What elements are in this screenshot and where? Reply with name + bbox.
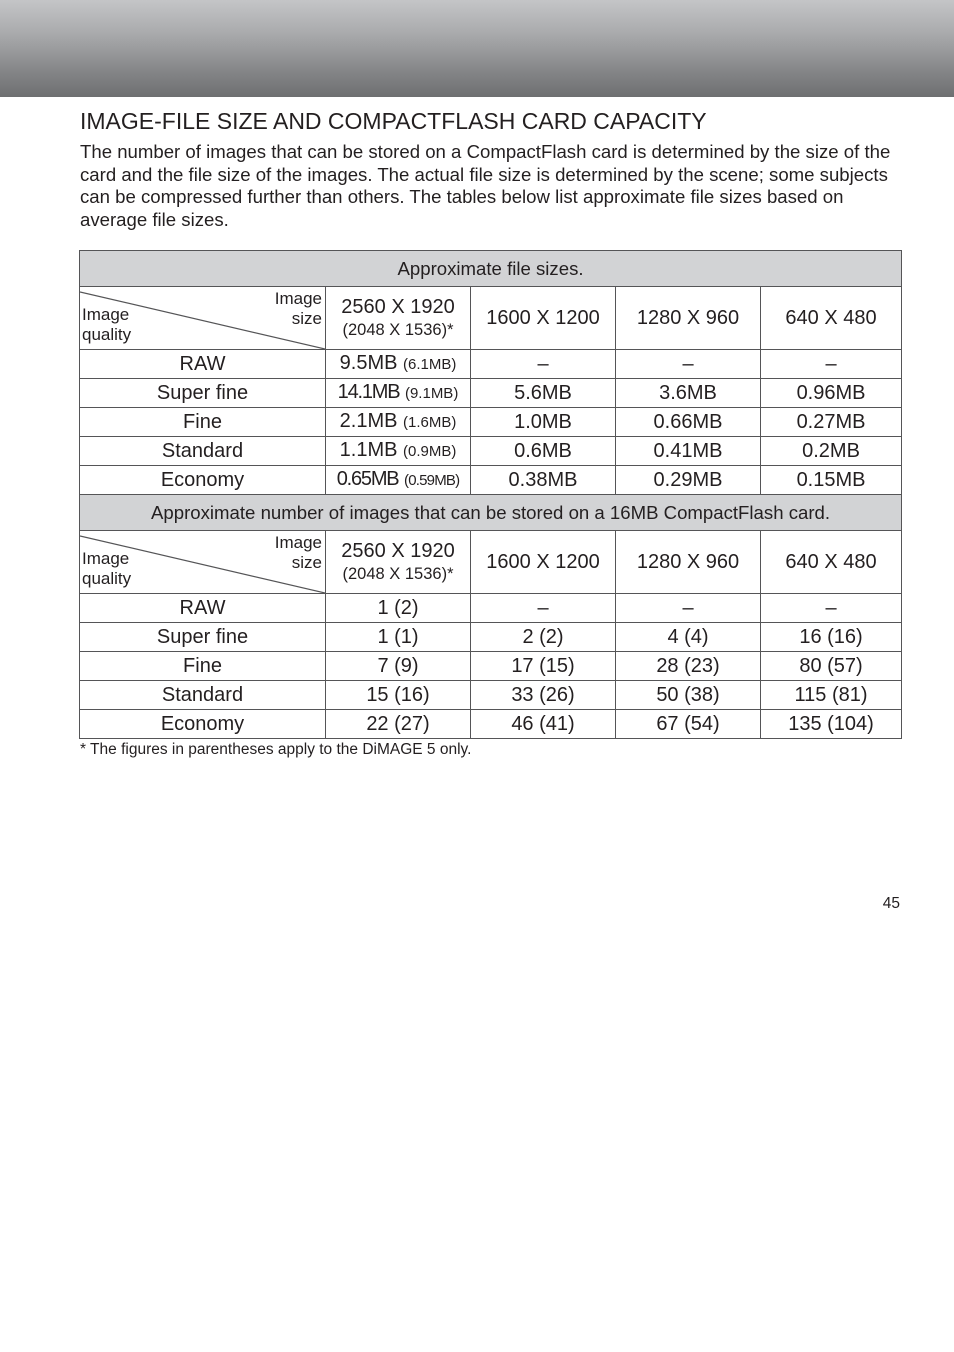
data-cell: 16 (16): [761, 623, 902, 652]
data-cell: –: [761, 350, 902, 379]
page-number: 45: [882, 895, 900, 912]
intro-paragraph: The number of images that can be stored on a CompactFlash card is determined by the size of the card and the file size of the images. The actual file size is determined by the scene; some subjects can be compressed further than others. The tables below list approximate file sizes based on average file sizes.: [80, 141, 891, 230]
data-cell: 0.96MB: [761, 379, 902, 408]
data-cell: 0.66MB: [616, 408, 761, 437]
data-cell: 5.6MB: [471, 379, 616, 408]
table-row: [80, 652, 902, 681]
data-cell: 46 (41): [471, 710, 616, 739]
quality-cell: Fine: [80, 408, 326, 437]
data-cell: 4 (4): [616, 623, 761, 652]
data-cell: 0.65MB (0.59MB): [326, 466, 471, 495]
data-cell: 2.1MB (1.6MB): [326, 408, 471, 437]
data-cell: 1.1MB (0.9MB): [326, 437, 471, 466]
data-cell: –: [471, 594, 616, 623]
resolution-header: 640 X 480: [761, 531, 902, 594]
data-cell: 17 (15): [471, 652, 616, 681]
data-cell: 0.29MB: [616, 466, 761, 495]
data-cell: 50 (38): [616, 681, 761, 710]
table-row: [80, 408, 902, 437]
resolution-header: 1600 X 1200: [471, 287, 616, 350]
image-quality-label: Image quality: [82, 305, 132, 344]
quality-cell: Economy: [80, 466, 326, 495]
data-cell: 80 (57): [761, 652, 902, 681]
corner-header-cell: [80, 287, 326, 350]
data-cell: 0.6MB: [471, 437, 616, 466]
data-cell: 22 (27): [326, 710, 471, 739]
data-cell: 14.1MB (9.1MB): [326, 379, 471, 408]
data-cell: –: [471, 350, 616, 379]
table-row: [80, 437, 902, 466]
data-cell: 67 (54): [616, 710, 761, 739]
image-counts-header-row: [80, 531, 902, 594]
table-row: [80, 594, 902, 623]
quality-cell: Super fine: [80, 379, 326, 408]
resolution-header: 1280 X 960: [616, 531, 761, 594]
data-cell: 9.5MB (6.1MB): [326, 350, 471, 379]
file-sizes-caption: Approximate file sizes.: [80, 251, 902, 287]
quality-cell: RAW: [80, 594, 326, 623]
data-cell: 135 (104): [761, 710, 902, 739]
image-size-label: Image size: [274, 533, 322, 572]
data-cell: 1.0MB: [471, 408, 616, 437]
resolution-header: 1600 X 1200: [471, 531, 616, 594]
resolution-header: 2560 X 1920 (2048 X 1536)*: [326, 287, 471, 350]
quality-cell: Super fine: [80, 623, 326, 652]
data-cell: 1 (1): [326, 623, 471, 652]
resolution-header: 1280 X 960: [616, 287, 761, 350]
corner-header-cell: [80, 531, 326, 594]
table-row: [80, 710, 902, 739]
page-title: IMAGE-FILE SIZE AND COMPACTFLASH CARD CAPACITY: [80, 108, 707, 134]
quality-cell: RAW: [80, 350, 326, 379]
data-cell: 0.2MB: [761, 437, 902, 466]
quality-cell: Fine: [80, 652, 326, 681]
data-cell: –: [616, 594, 761, 623]
data-cell: 15 (16): [326, 681, 471, 710]
image-quality-label: Image quality: [82, 549, 132, 588]
data-cell: 0.38MB: [471, 466, 616, 495]
table-row: [80, 623, 902, 652]
data-cell: 0.27MB: [761, 408, 902, 437]
data-cell: 0.15MB: [761, 466, 902, 495]
data-cell: 33 (26): [471, 681, 616, 710]
file-size-capacity-table: [79, 250, 902, 739]
file-sizes-header-row: [80, 287, 902, 350]
image-size-label: Image size: [274, 289, 322, 328]
quality-cell: Standard: [80, 437, 326, 466]
data-cell: 28 (23): [616, 652, 761, 681]
footnote: * The figures in parentheses apply to the DiMAGE 5 only.: [80, 741, 472, 758]
data-cell: 1 (2): [326, 594, 471, 623]
data-cell: –: [616, 350, 761, 379]
data-cell: –: [761, 594, 902, 623]
table-row: [80, 466, 902, 495]
data-cell: 7 (9): [326, 652, 471, 681]
image-counts-caption: Approximate number of images that can be stored on a 16MB CompactFlash card.: [80, 495, 902, 531]
data-cell: 3.6MB: [616, 379, 761, 408]
table-row: [80, 379, 902, 408]
table-row: [80, 681, 902, 710]
resolution-header: 2560 X 1920 (2048 X 1536)*: [326, 531, 471, 594]
resolution-header: 640 X 480: [761, 287, 902, 350]
data-cell: 115 (81): [761, 681, 902, 710]
data-cell: 2 (2): [471, 623, 616, 652]
data-cell: 0.41MB: [616, 437, 761, 466]
quality-cell: Economy: [80, 710, 326, 739]
header-band: [0, 0, 954, 97]
quality-cell: Standard: [80, 681, 326, 710]
table-row: [80, 350, 902, 379]
